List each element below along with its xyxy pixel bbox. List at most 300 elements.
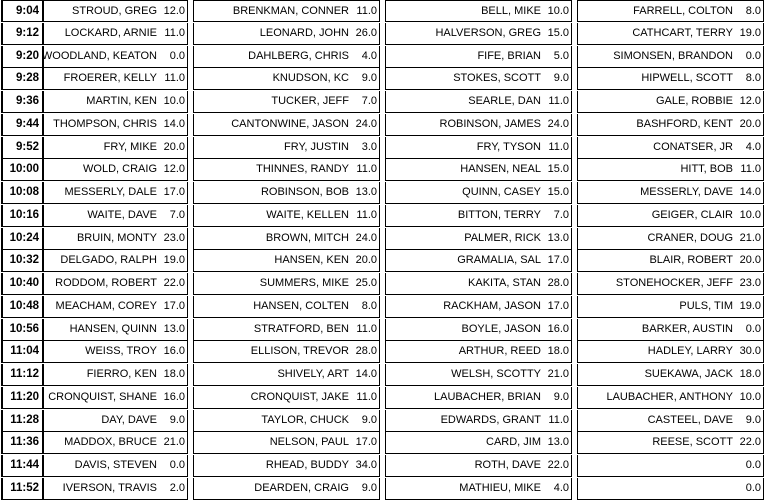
tee-time-row	[0, 46, 765, 69]
player-name: LAUBACHER, BRIAN	[434, 390, 541, 403]
player-cell	[193, 478, 380, 500]
player-cell	[577, 319, 764, 341]
player-name: PALMER, RICK	[464, 231, 541, 244]
player-name: BRENKMAN, CONNER	[232, 5, 349, 17]
player-handicap: 8.0	[361, 299, 377, 312]
player-name: BRUIN, MONTY	[76, 231, 157, 244]
player-name: KAKITA, STAN	[468, 277, 541, 289]
player-cell	[43, 273, 188, 295]
player-handicap: 11.0	[740, 163, 761, 176]
player-cell	[385, 364, 572, 386]
player-cell	[577, 182, 764, 204]
player-name: TUCKER, JEFF	[271, 95, 349, 107]
player-handicap: 4.0	[553, 481, 569, 494]
tee-time-row	[0, 410, 765, 433]
player-name: GRAMALIA, SAL	[457, 254, 541, 267]
tee-time-row	[0, 68, 765, 91]
player-cell	[43, 68, 188, 90]
player-cell	[193, 273, 380, 295]
player-cell	[577, 68, 764, 90]
player-cell	[385, 273, 572, 295]
player-name: HANSEN, QUINN	[69, 322, 157, 335]
player-cell	[577, 91, 764, 113]
player-name: SIMONSEN, BRANDON	[613, 49, 733, 62]
player-cell	[193, 205, 380, 227]
player-handicap: 22.0	[739, 436, 761, 449]
player-handicap: 20.0	[163, 140, 185, 153]
player-cell	[385, 296, 572, 318]
player-cell	[43, 228, 188, 250]
tee-time: 11:12	[1, 364, 43, 386]
player-name: BELL, MIKE	[481, 5, 541, 17]
player-name: WEISS, TROY	[85, 345, 157, 358]
tee-time-row	[0, 0, 765, 23]
player-handicap: 11.0	[164, 26, 185, 39]
tee-time-row	[0, 455, 765, 478]
player-name: MARTIN, KEN	[86, 95, 157, 107]
player-name: DAY, DAVE	[101, 413, 157, 426]
player-name: EDWARDS, GRANT	[440, 413, 541, 426]
player-name: ELLISON, TREVOR	[250, 345, 349, 358]
player-name: STOKES, SCOTT	[453, 72, 541, 85]
player-name: WOLD, CRAIG	[83, 163, 157, 176]
player-handicap: 0.0	[745, 459, 761, 471]
player-handicap: 34.0	[355, 459, 377, 471]
player-handicap: 11.0	[548, 140, 569, 153]
player-cell	[43, 387, 188, 409]
player-name: ROBINSON, JAMES	[439, 117, 541, 130]
player-name: WAITE, DAVE	[87, 208, 157, 221]
player-name: FRY, MIKE	[103, 140, 157, 153]
player-cell	[43, 432, 188, 454]
tee-time: 11:52	[1, 478, 43, 500]
player-cell	[385, 250, 572, 272]
player-name: BARKER, AUSTIN	[641, 322, 733, 335]
player-name: SUEKAWA, JACK	[644, 368, 733, 380]
player-name: HANSEN, NEAL	[460, 163, 541, 176]
player-cell	[43, 137, 188, 159]
player-name: RACKHAM, JASON	[443, 299, 541, 312]
player-name: CASTEEL, DAVE	[647, 413, 733, 426]
player-cell	[385, 182, 572, 204]
player-handicap: 0.0	[169, 49, 185, 62]
player-cell	[577, 46, 764, 68]
player-name: THOMPSON, CHRIS	[53, 117, 157, 130]
player-handicap: 18.0	[739, 368, 761, 380]
player-handicap: 24.0	[547, 117, 569, 130]
player-name: FIFE, BRIAN	[477, 49, 541, 62]
player-handicap: 11.0	[548, 95, 569, 107]
player-cell	[193, 46, 380, 68]
player-handicap: 4.0	[745, 140, 761, 153]
player-cell	[43, 159, 188, 181]
tee-time-row	[0, 137, 765, 160]
player-cell	[577, 114, 764, 136]
player-handicap: 10.0	[739, 208, 761, 221]
tee-time: 10:32	[1, 250, 43, 272]
player-cell	[385, 159, 572, 181]
player-cell	[193, 182, 380, 204]
player-handicap: 17.0	[547, 299, 569, 312]
player-handicap: 13.0	[163, 322, 185, 335]
player-handicap: 11.0	[356, 322, 377, 335]
player-name: BROWN, MITCH	[265, 231, 349, 244]
player-name: ARTHUR, REED	[458, 345, 541, 358]
player-cell	[577, 432, 764, 454]
player-handicap: 8.0	[745, 5, 761, 17]
player-handicap: 28.0	[355, 345, 377, 358]
tee-time-row	[0, 319, 765, 342]
player-handicap: 16.0	[163, 345, 185, 358]
player-handicap: 17.0	[163, 299, 185, 312]
tee-time-row	[0, 182, 765, 205]
player-handicap: 19.0	[163, 254, 185, 267]
player-cell	[43, 23, 188, 45]
tee-time: 10:16	[1, 205, 43, 227]
player-cell	[193, 137, 380, 159]
player-handicap: 23.0	[739, 277, 761, 289]
player-cell	[385, 455, 572, 477]
player-cell	[43, 205, 188, 227]
player-name: CATHCART, TERRY	[632, 26, 733, 39]
player-name: FIERRO, KEN	[86, 368, 157, 380]
player-cell	[43, 364, 188, 386]
tee-time-row	[0, 364, 765, 387]
player-handicap: 12.0	[163, 5, 185, 17]
player-cell	[385, 68, 572, 90]
player-handicap: 18.0	[547, 345, 569, 358]
player-cell	[193, 387, 380, 409]
tee-time-row	[0, 23, 765, 46]
player-cell	[43, 296, 188, 318]
player-handicap: 10.0	[163, 95, 185, 107]
player-cell	[193, 0, 380, 22]
player-name: WELSH, SCOTTY	[451, 368, 541, 380]
player-handicap: 3.0	[361, 140, 377, 153]
player-name: DAVIS, STEVEN	[74, 459, 157, 471]
player-name: STROUD, GREG	[72, 5, 157, 17]
player-cell	[43, 410, 188, 432]
player-handicap: 7.0	[169, 208, 185, 221]
player-cell	[577, 137, 764, 159]
tee-time-row	[0, 114, 765, 137]
player-handicap: 16.0	[547, 322, 569, 335]
player-cell	[193, 319, 380, 341]
player-cell	[385, 387, 572, 409]
player-handicap: 9.0	[361, 413, 377, 426]
player-name: MESSERLY, DAVE	[640, 186, 733, 198]
player-cell	[385, 91, 572, 113]
player-name: SEARLE, DAN	[468, 95, 541, 107]
player-handicap: 9.0	[361, 72, 377, 85]
player-handicap: 24.0	[355, 231, 377, 244]
tee-time: 10:08	[1, 182, 43, 204]
player-handicap: 16.0	[163, 390, 185, 403]
tee-time: 10:40	[1, 273, 43, 295]
player-name: HANSEN, COLTEN	[253, 299, 349, 312]
player-name: FARRELL, COLTON	[633, 5, 733, 17]
player-cell	[577, 296, 764, 318]
player-name: QUINN, CASEY	[462, 186, 541, 198]
player-cell	[193, 296, 380, 318]
player-name: HITT, BOB	[680, 163, 733, 176]
player-name: NELSON, PAUL	[269, 436, 349, 449]
tee-time: 11:44	[1, 455, 43, 477]
player-cell	[577, 455, 764, 477]
player-name: DAHLBERG, CHRIS	[248, 49, 349, 62]
player-cell	[193, 228, 380, 250]
player-handicap: 15.0	[547, 163, 569, 176]
player-handicap: 10.0	[739, 390, 761, 403]
player-handicap: 7.0	[361, 95, 377, 107]
player-name: LEONARD, JOHN	[259, 26, 349, 39]
player-handicap: 0.0	[745, 481, 761, 494]
player-name: HALVERSON, GREG	[435, 26, 541, 39]
player-name: BASHFORD, KENT	[636, 117, 733, 130]
player-name: WAITE, KELLEN	[266, 208, 349, 221]
player-handicap: 15.0	[547, 186, 569, 198]
player-name: FROERER, KELLY	[63, 72, 157, 85]
tee-time: 10:48	[1, 296, 43, 318]
player-handicap: 9.0	[169, 413, 185, 426]
player-cell	[385, 228, 572, 250]
player-name: KNUDSON, KC	[272, 72, 349, 85]
player-handicap: 12.0	[739, 95, 761, 107]
tee-time-row	[0, 478, 765, 501]
player-name: ROBINSON, BOB	[260, 186, 349, 198]
player-handicap: 9.0	[745, 413, 761, 426]
player-cell	[577, 478, 764, 500]
player-name: GALE, ROBBIE	[655, 95, 733, 107]
player-cell	[43, 478, 188, 500]
tee-time: 11:20	[1, 387, 43, 409]
tee-time: 10:56	[1, 319, 43, 341]
player-name: BITTON, TERRY	[457, 208, 541, 221]
player-cell	[193, 250, 380, 272]
player-handicap: 0.0	[745, 322, 761, 335]
player-handicap: 19.0	[739, 26, 761, 39]
tee-time-row	[0, 250, 765, 273]
player-handicap: 24.0	[355, 117, 377, 130]
player-cell	[43, 182, 188, 204]
player-name: MESSERLY, DALE	[64, 186, 157, 198]
player-name: TAYLOR, CHUCK	[261, 413, 349, 426]
player-handicap: 22.0	[547, 459, 569, 471]
player-handicap: 0.0	[745, 49, 761, 62]
player-name: FRY, JUSTIN	[284, 140, 349, 153]
player-name: LAUBACHER, ANTHONY	[606, 390, 733, 403]
player-handicap: 23.0	[163, 231, 185, 244]
tee-time: 9:28	[1, 68, 43, 90]
player-cell	[385, 432, 572, 454]
player-cell	[43, 341, 188, 363]
tee-time: 9:20	[1, 46, 43, 68]
player-name: HIPWELL, SCOTT	[641, 72, 733, 85]
player-cell	[193, 159, 380, 181]
player-handicap: 10.0	[547, 5, 569, 17]
player-handicap: 11.0	[356, 163, 377, 176]
player-cell	[43, 91, 188, 113]
tee-time-row	[0, 159, 765, 182]
player-cell	[43, 0, 188, 22]
player-handicap: 14.0	[739, 186, 761, 198]
player-name: CANTONWINE, JASON	[231, 117, 349, 130]
player-handicap: 0.0	[169, 459, 185, 471]
player-cell	[193, 23, 380, 45]
player-name: HANSEN, KEN	[274, 254, 349, 267]
player-cell	[193, 432, 380, 454]
player-name: CARD, JIM	[486, 436, 541, 449]
player-name: MATHIEU, MIKE	[459, 481, 541, 494]
player-handicap: 26.0	[355, 26, 377, 39]
player-handicap: 21.0	[739, 231, 761, 244]
player-handicap: 9.0	[361, 481, 377, 494]
player-handicap: 13.0	[547, 231, 569, 244]
tee-time-row	[0, 205, 765, 228]
player-name: LOCKARD, ARNIE	[64, 26, 157, 39]
player-name: CRONQUIST, JAKE	[250, 390, 349, 403]
player-handicap: 30.0	[739, 345, 761, 358]
tee-time: 10:00	[1, 159, 43, 181]
player-cell	[577, 410, 764, 432]
tee-time: 9:44	[1, 114, 43, 136]
player-cell	[385, 46, 572, 68]
player-name: GEIGER, CLAIR	[651, 208, 733, 221]
player-name: BLAIR, ROBERT	[649, 254, 733, 267]
player-handicap: 17.0	[355, 436, 377, 449]
player-handicap: 2.0	[169, 481, 185, 494]
player-cell	[385, 319, 572, 341]
tee-time-row	[0, 273, 765, 296]
player-handicap: 11.0	[356, 208, 377, 221]
player-cell	[43, 114, 188, 136]
player-handicap: 17.0	[163, 186, 185, 198]
tee-time-row	[0, 228, 765, 251]
tee-time-row	[0, 341, 765, 364]
player-name: RHEAD, BUDDY	[265, 459, 349, 471]
player-name: STRATFORD, BEN	[253, 322, 349, 335]
player-handicap: 28.0	[547, 277, 569, 289]
player-cell	[577, 205, 764, 227]
player-handicap: 15.0	[547, 26, 569, 39]
player-cell	[43, 319, 188, 341]
player-cell	[385, 23, 572, 45]
player-name: BOYLE, JASON	[461, 322, 541, 335]
player-handicap: 12.0	[163, 163, 185, 176]
player-cell	[193, 455, 380, 477]
player-handicap: 20.0	[355, 254, 377, 267]
player-name: CONATSER, JR	[653, 140, 733, 153]
player-handicap: 13.0	[355, 186, 377, 198]
player-name: WOODLAND, KEATON	[41, 49, 157, 62]
player-handicap: 7.0	[553, 208, 569, 221]
player-handicap: 20.0	[739, 117, 761, 130]
player-cell	[385, 478, 572, 500]
player-handicap: 18.0	[163, 368, 185, 380]
player-cell	[577, 387, 764, 409]
player-name: RODDOM, ROBERT	[55, 277, 157, 289]
player-handicap: 13.0	[547, 436, 569, 449]
player-cell	[193, 341, 380, 363]
tee-time: 9:12	[1, 23, 43, 45]
player-cell	[577, 364, 764, 386]
tee-time: 10:24	[1, 228, 43, 250]
player-cell	[385, 114, 572, 136]
player-cell	[385, 341, 572, 363]
tee-time: 9:36	[1, 91, 43, 113]
player-handicap: 11.0	[164, 72, 185, 85]
player-handicap: 9.0	[553, 390, 569, 403]
player-cell	[577, 159, 764, 181]
player-handicap: 11.0	[356, 5, 377, 17]
player-handicap: 9.0	[553, 72, 569, 85]
player-name: PULS, TIM	[679, 299, 733, 312]
player-cell	[193, 410, 380, 432]
player-name: IVERSON, TRAVIS	[62, 481, 157, 494]
player-handicap: 21.0	[547, 368, 569, 380]
player-name: ROTH, DAVE	[474, 459, 541, 471]
player-handicap: 19.0	[739, 299, 761, 312]
player-cell	[385, 205, 572, 227]
player-name: REESE, SCOTT	[652, 436, 733, 449]
tee-time-row	[0, 387, 765, 410]
tee-time-row	[0, 91, 765, 114]
player-name: MEACHAM, COREY	[55, 299, 157, 312]
player-cell	[193, 91, 380, 113]
tee-time: 9:52	[1, 137, 43, 159]
tee-time: 9:04	[1, 0, 43, 22]
player-cell	[43, 250, 188, 272]
player-cell	[577, 23, 764, 45]
player-cell	[385, 0, 572, 22]
player-cell	[577, 341, 764, 363]
player-handicap: 5.0	[553, 49, 569, 62]
player-handicap: 4.0	[361, 49, 377, 62]
player-name: SHIVELY, ART	[277, 368, 349, 380]
player-cell	[577, 228, 764, 250]
player-name: DEARDEN, CRAIG	[254, 481, 349, 494]
player-name: MADDOX, BRUCE	[64, 436, 157, 449]
player-handicap: 21.0	[163, 436, 185, 449]
player-handicap: 22.0	[163, 277, 185, 289]
player-name: HADLEY, LARRY	[647, 345, 733, 358]
player-name: STONEHOCKER, JEFF	[615, 277, 733, 289]
player-handicap: 20.0	[739, 254, 761, 267]
player-handicap: 8.0	[745, 72, 761, 85]
player-name: FRY, TYSON	[476, 140, 541, 153]
player-cell	[193, 68, 380, 90]
player-handicap: 11.0	[548, 413, 569, 426]
player-handicap: 14.0	[355, 368, 377, 380]
player-cell	[385, 137, 572, 159]
player-name: SUMMERS, MIKE	[259, 277, 349, 289]
player-cell	[577, 250, 764, 272]
player-cell	[577, 0, 764, 22]
player-handicap: 17.0	[547, 254, 569, 267]
player-name: THINNES, RANDY	[256, 163, 349, 176]
player-cell	[43, 455, 188, 477]
tee-time-row	[0, 296, 765, 319]
player-name: CRONQUIST, SHANE	[48, 390, 157, 403]
player-cell	[193, 364, 380, 386]
player-cell	[577, 273, 764, 295]
player-cell	[193, 114, 380, 136]
tee-time: 11:28	[1, 410, 43, 432]
tee-time-row	[0, 432, 765, 455]
player-cell	[385, 410, 572, 432]
player-cell	[43, 46, 188, 68]
player-handicap: 14.0	[163, 117, 185, 130]
